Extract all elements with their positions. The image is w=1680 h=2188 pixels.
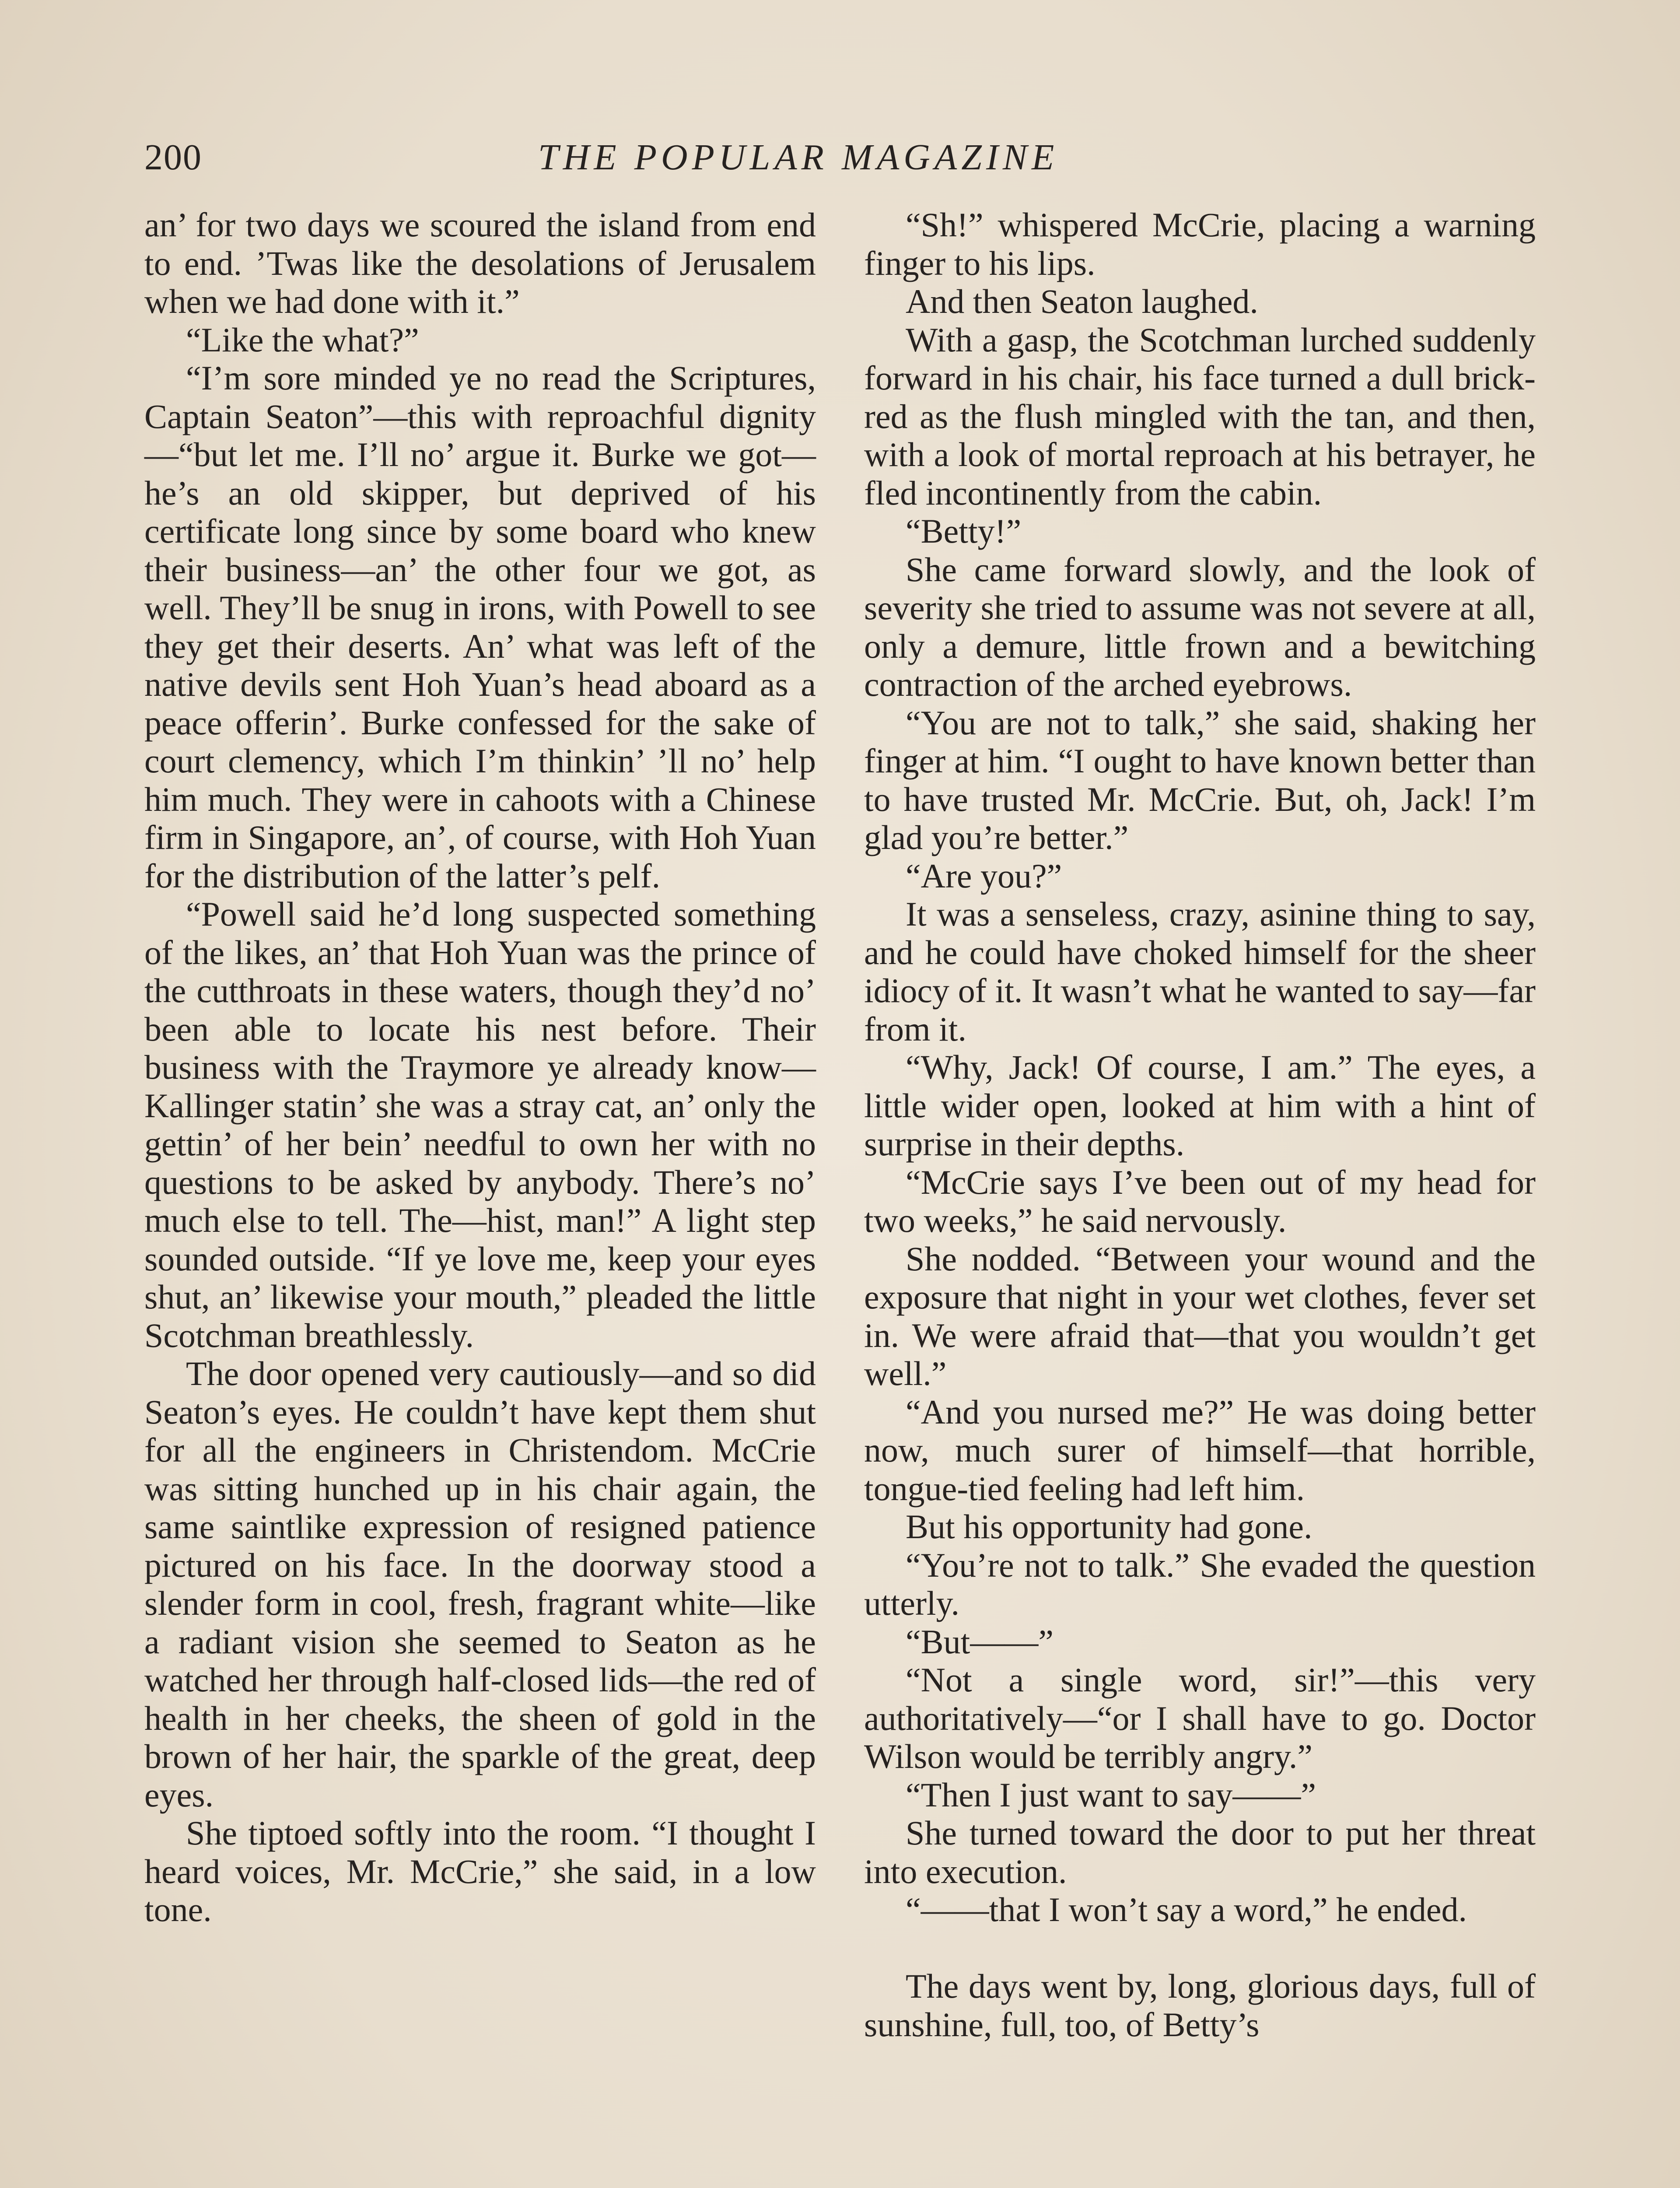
paragraph: “Not a single word, sir!”—this very authoritatively—“or I shall have to go. Doctor Wilson would be terribly angry.”: [864, 1661, 1536, 1775]
page-number: 200: [144, 137, 202, 178]
paragraph: But his opportunity had gone.: [906, 1508, 1312, 1546]
right-text-column: [864, 206, 1536, 2044]
running-title: THE POPULAR MAGAZINE: [538, 137, 1059, 178]
paragraph: “——that I won’t say a word,” he ended.: [906, 1890, 1467, 1929]
paragraph: “Why, Jack! Of course, I am.” The eyes, a little wider open, looked at him with a hint of surprise in their depths.: [864, 1048, 1536, 1163]
paragraph: “I’m sore minded ye no read the Scriptures, Captain Seaton”—this with reproachful dignity—“but let me. I’ll no’ argue it. Burke we got—he’s an old skipper, but deprived of his certificate long since by some board who knew their business—an’ the other four we got, as well. They’ll be snug in irons, with Powell to see they get their deserts. An’ what was left of the native devils sent Hoh Yuan’s head aboard as a peace offerin’. Burke confessed for the sake of court clemency, which I’m thinkin’ ’ll no’ help him much. They were in cahoots with a Chinese firm in Singapore, an’, of course, with Hoh Yuan for the distribution of the latter’s pelf.: [144, 359, 816, 895]
paragraph: “Betty!”: [906, 512, 1022, 550]
paragraph: “You’re not to talk.” She evaded the question utterly.: [864, 1546, 1536, 1622]
page-header: [144, 127, 1544, 188]
paragraph: She turned toward the door to put her threat into execution.: [864, 1814, 1536, 1890]
paragraph: “And you nursed me?” He was doing better now, much surer of himself—that horrible, tongue-tied feeling had left him.: [864, 1392, 1536, 1508]
paragraph: And then Seaton laughed.: [906, 282, 1258, 320]
paragraph: With a gasp, the Scotchman lurched suddenly forward in his chair, his face turned a dull brick-red as the flush mingled with the tan, and then, with a look of mortal reproach at his betrayer, he fled incontinently from the cabin.: [864, 320, 1536, 512]
paragraph: “Are you?”: [906, 856, 1062, 895]
paragraph: “But——”: [906, 1622, 1054, 1661]
paragraph: “Sh!” whispered McCrie, placing a warning finger to his lips.: [864, 206, 1536, 282]
paragraph: an’ for two days we scoured the island from end to end. ’Twas like the desolations of Jerusalem when we had done with it.”: [144, 206, 816, 320]
paragraph: She nodded. “Between your wound and the exposure that night in your wet clothes, fever set in. We were afraid that—that you wouldn’t get well.”: [864, 1239, 1536, 1392]
left-text-column: [144, 206, 816, 1929]
paragraph: She came forward slowly, and the look of severity she tried to assume was not severe at all, only a demure, little frown and a bewitching contraction of the arched eyebrows.: [864, 550, 1536, 703]
paragraph: “Then I just want to say——”: [906, 1775, 1316, 1814]
paragraph: “Powell said he’d long suspected something of the likes, an’ that Hoh Yuan was the prince of the cutthroats in these waters, though they’d no’ been able to locate his nest before. Their business with the Traymore ye already know—Kallinger statin’ she was a stray cat, an’ only the gettin’ of her bein’ needful to own her with no questions to be asked by anybody. There’s no’ much else to tell. The—hist, man!” A light step sounded outside. “If ye love me, keep your eyes shut, an’ likewise your mouth,” pleaded the little Scotchman breathlessly.: [144, 895, 816, 1354]
paragraph: The door opened very cautiously—and so did Seaton’s eyes. He couldn’t have kept them shut for all the engineers in Christendom. McCrie was sitting hunched up in his chair again, the same saintlike expression of resigned patience pictured on his face. In the doorway stood a slender form in cool, fresh, fragrant white—like a radiant vision she seemed to Seaton as he watched her through half-closed lids—the red of health in her cheeks, the sheen of gold in the brown of her hair, the sparkle of the great, deep eyes.: [144, 1354, 816, 1814]
paragraph: She tiptoed softly into the room. “I thought I heard voices, Mr. McCrie,” she said, in a low tone.: [144, 1814, 816, 1929]
paragraph: “McCrie says I’ve been out of my head for two weeks,” he said nervously.: [864, 1163, 1536, 1239]
paragraph: The days went by, long, glorious days, full of sunshine, full, too, of Betty’s: [864, 1967, 1536, 2044]
paragraph: “Like the what?”: [186, 320, 419, 359]
paragraph: It was a senseless, crazy, asinine thing to say, and he could have choked himself for the sheer idiocy of it. It wasn’t what he wanted to say—far from it.: [864, 895, 1536, 1048]
paragraph: “You are not to talk,” she said, shaking her finger at him. “I ought to have known better than to have trusted Mr. McCrie. But, oh, Jack! I’m glad you’re better.”: [864, 703, 1536, 856]
